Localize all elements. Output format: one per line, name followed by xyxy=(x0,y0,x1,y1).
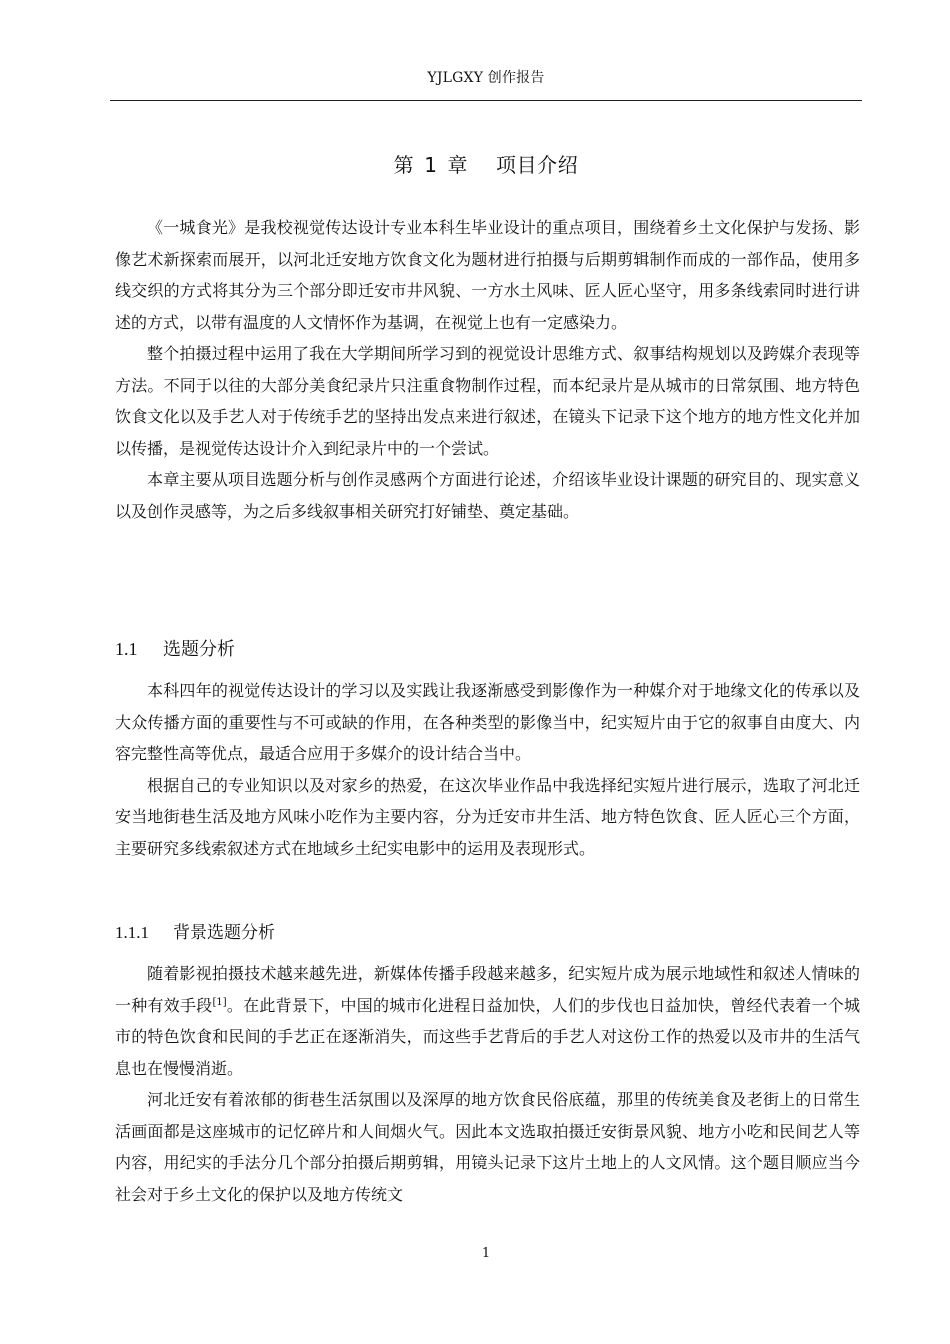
section-number: 1.1.1 xyxy=(115,923,149,942)
chapter-name: 项目介绍 xyxy=(495,153,579,177)
chapter-intro xyxy=(115,212,860,527)
section-heading-1-1-1 xyxy=(115,919,860,947)
page-header: YJLGXY 创作报告 xyxy=(427,70,545,86)
paragraph: 本科四年的视觉传达设计的学习以及实践让我逐渐感受到影像作为一种媒介对于地缘文化的传承以及大众传播方面的重要性与不可或缺的作用，在各种类型的影像当中，纪实短片由于它的叙事自由度大、内容完整性高等优点，最适合应用于多媒介的设计结合当中。 xyxy=(115,681,860,763)
citation-marker[interactable]: [1] xyxy=(212,996,227,1008)
paragraph: 整个拍摄过程中运用了我在大学期间所学习到的视觉设计思维方式、叙事结构规划以及跨媒介表现等方法。不同于以往的大部分美食纪录片只注重食物制作过程，而本纪录片是从城市的日常氛围、地方特色饮食文化以及手艺人对于传统手艺的坚持出发点来进行叙述，在镜头下记录下这个地方的地方性文化并加以传播，是视觉传达设计介入到纪录片中的一个尝试。 xyxy=(115,344,860,458)
section-title: 选题分析 xyxy=(163,639,235,660)
chapter-suffix: 章 xyxy=(447,153,469,177)
paragraph-text: 。在此背景下，中国的城市化进程日益加快，人们的步伐也日益加快，曾经代表着一个城市的特色饮食和民间的手艺正在逐渐消失，而这些手艺背后的手艺人对这份工作的热爱以及市井的生活气息也在慢慢消逝。 xyxy=(115,995,860,1078)
chapter-number: 1 xyxy=(424,153,438,177)
page-number: 1 xyxy=(481,1246,491,1261)
section-number: 1.1 xyxy=(115,639,138,659)
paragraph xyxy=(115,958,860,1084)
paragraph: 本章主要从项目选题分析与创作灵感两个方面进行论述，介绍该毕业设计课题的研究目的、现实意义以及创作灵感等，为之后多线叙事相关研究打好铺垫、奠定基础。 xyxy=(115,470,860,521)
paragraph-text: 随着影视拍摄技术越来越先进，新媒体传播手段越来越多，纪实短片成为展示地域性和叙述人情味的一种有效手段 xyxy=(115,964,860,1015)
paragraph: 《一城食光》是我校视觉传达设计专业本科生毕业设计的重点项目，围绕着乡土文化保护与发扬、影像艺术新探索而展开，以河北迁安地方饮食文化为题材进行拍摄与后期剪辑制作而成的一部作品，使用多线交织的方式将其分为三个部分即迁安市井风貌、一方水土风味、匠人匠心坚守，用多条线索同时进行讲述的方式，以带有温度的人文情怀作为基调，在视觉上也有一定感染力。 xyxy=(115,218,860,332)
header-rule xyxy=(110,100,862,101)
paragraph: 河北迁安有着浓郁的街巷生活氛围以及深厚的地方饮食民俗底蕴，那里的传统美食及老街上的日常生活画面都是这座城市的记忆碎片和人间烟火气。因此本文选取拍摄迁安街景风貌、地方小吃和民间艺人等内容，用纪实的手法分几个部分拍摄后期剪辑，用镜头记录下这片土地上的人文风情。这个题目顺应当今社会对于乡土文化的保护以及地方传统文 xyxy=(115,1090,860,1204)
chapter-prefix: 第 xyxy=(393,153,415,177)
section-title: 背景选题分析 xyxy=(173,923,275,943)
chapter-title xyxy=(110,150,862,180)
section-1-1-1-body xyxy=(115,958,860,1210)
section-heading-1-1 xyxy=(115,635,860,664)
section-1-1-body xyxy=(115,675,860,864)
paragraph: 根据自己的专业知识以及对家乡的热爱，在这次毕业作品中我选择纪实短片进行展示，选取了河北迁安当地街巷生活及地方风味小吃作为主要内容，分为迁安市井生活、地方特色饮食、匠人匠心三个方面，主要研究多线索叙述方式在地域乡土纪实电影中的运用及表现形式。 xyxy=(115,775,860,858)
